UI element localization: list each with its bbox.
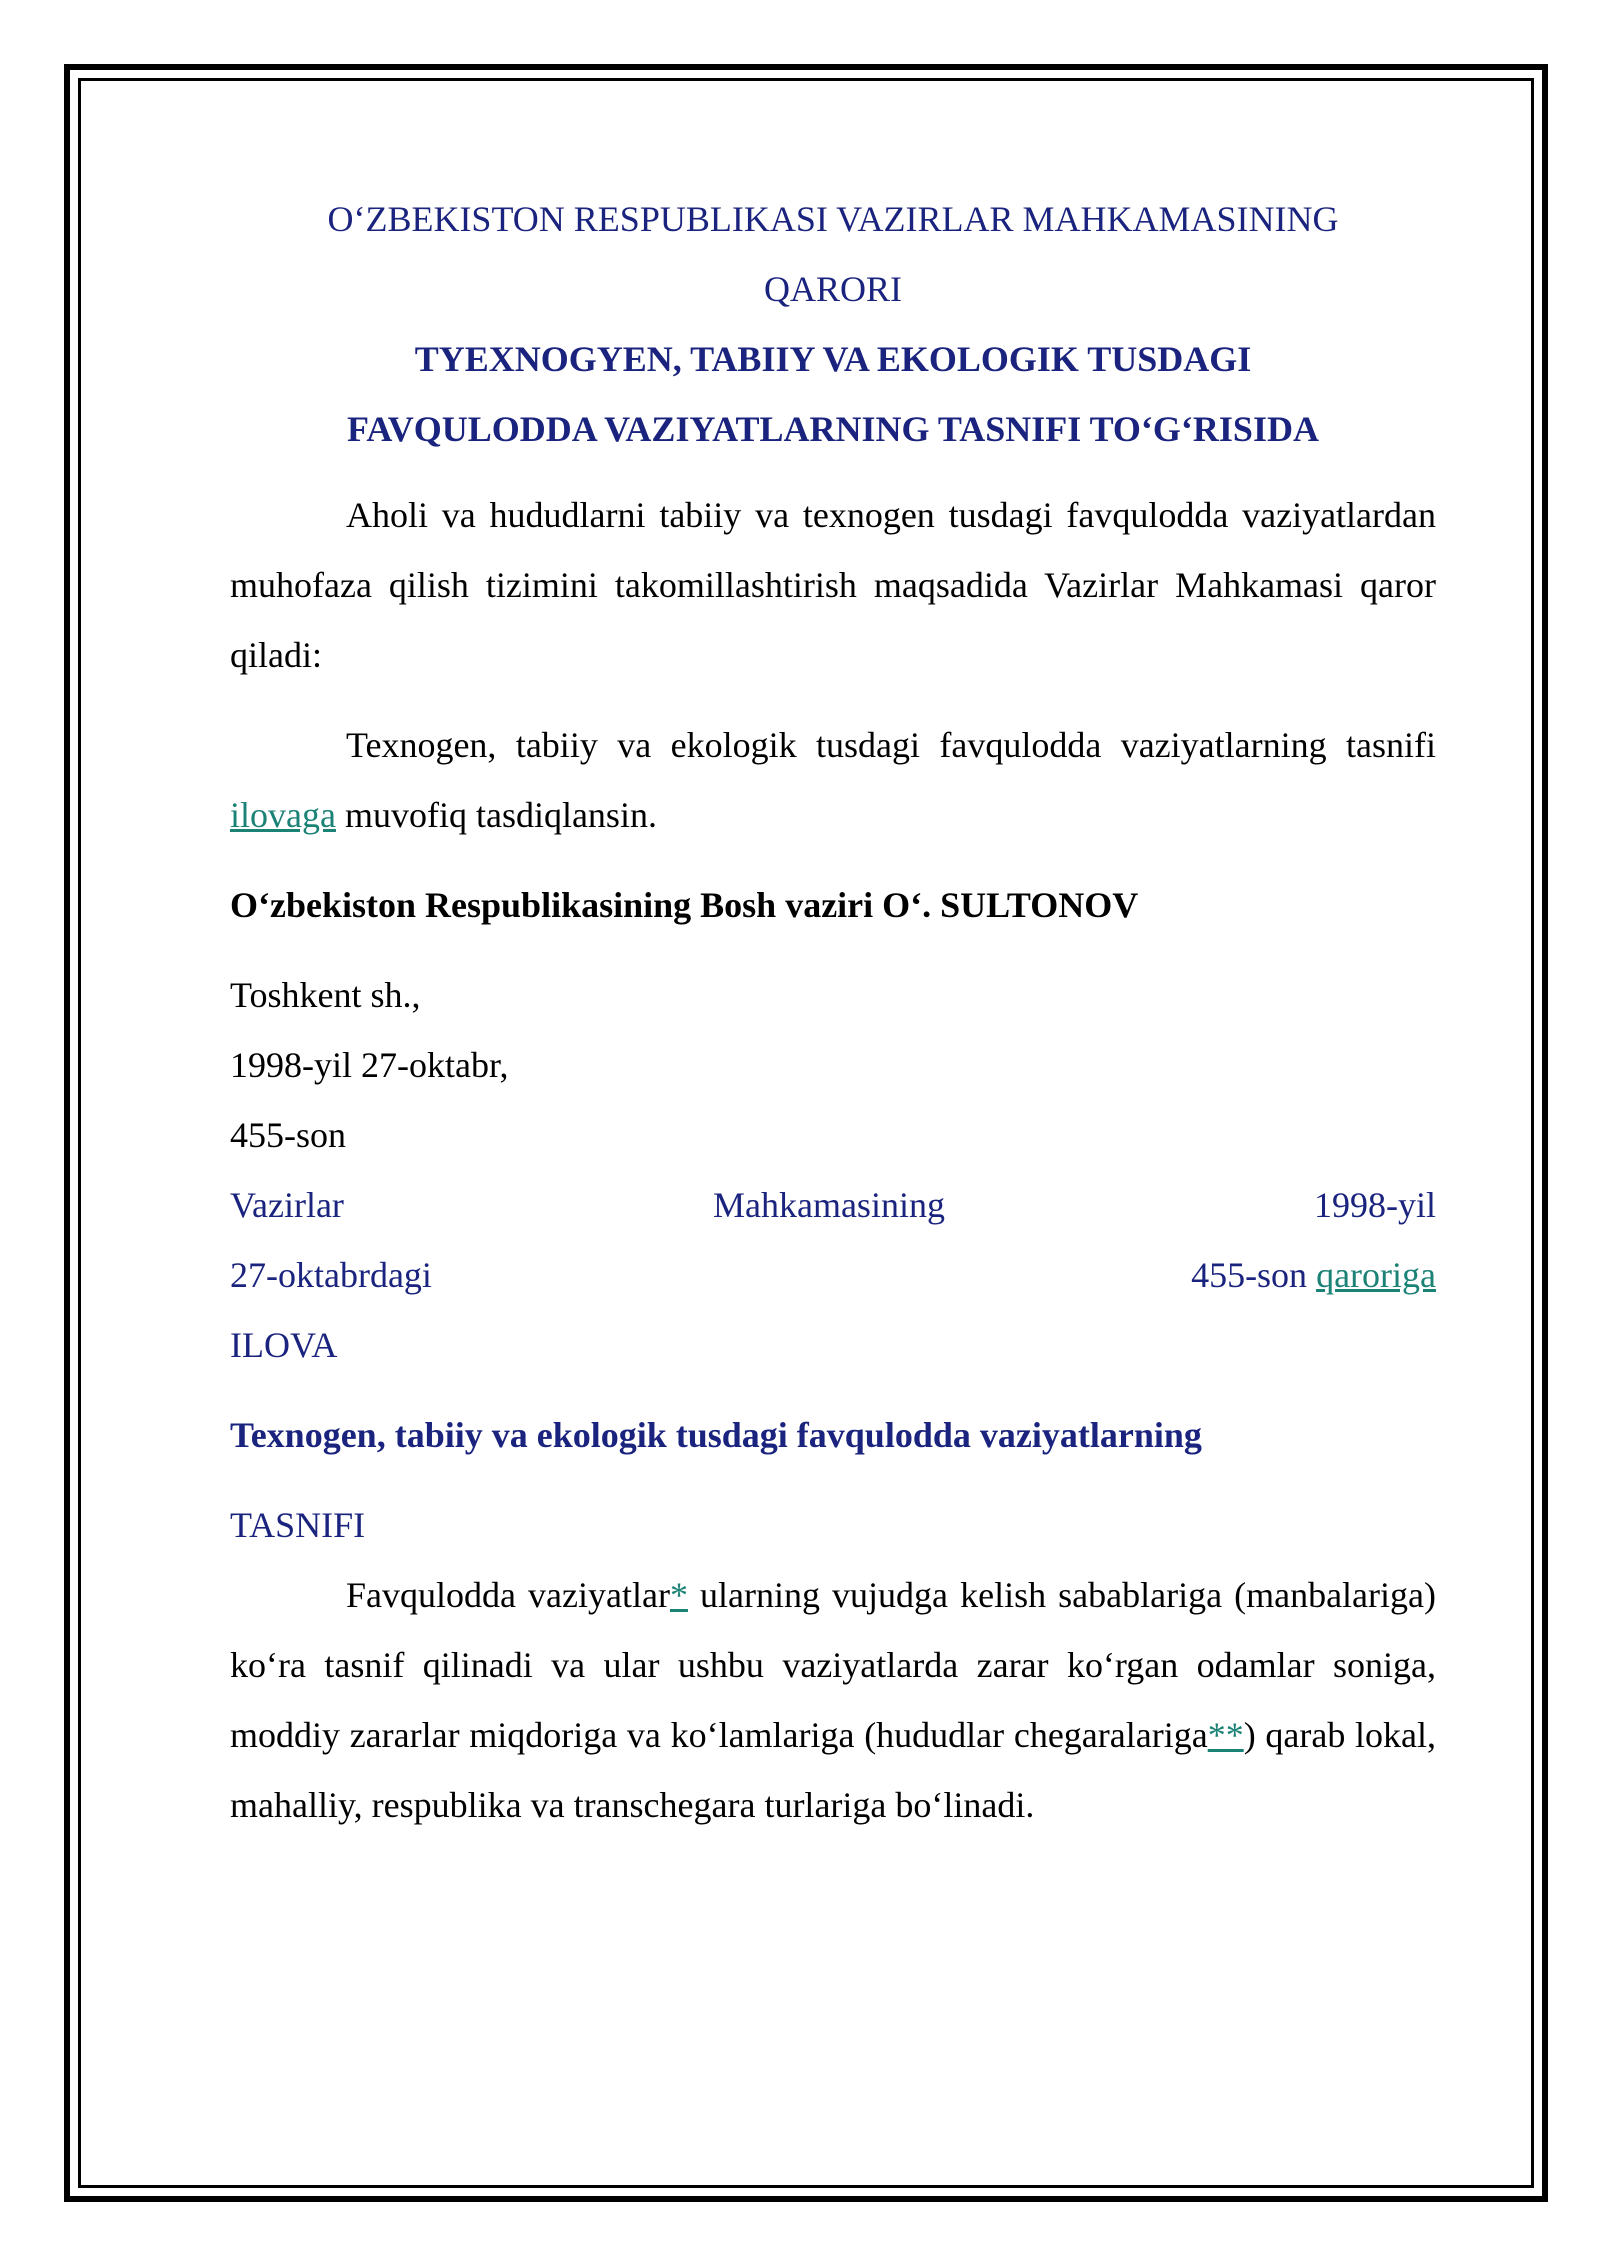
annex-reference-line1 bbox=[230, 1170, 1436, 1240]
annex-heading: Texnogen, tabiiy va ekologik tusdagi favqulodda vaziyatlarning bbox=[230, 1415, 1202, 1455]
signing-place: Toshkent sh., bbox=[230, 975, 421, 1015]
annex-subheading: TASNIFI bbox=[230, 1505, 366, 1545]
annex-label: ILOVA bbox=[230, 1325, 338, 1365]
classification-text-2: ularning vujudga kelish sabablariga (manbalariga) ko‘ra tasnif qilinadi va ular ushbu vaziyatlarda zarar ko‘rgan odamlar soniga, moddiy zararlar miqdoriga va ko‘lamlariga (hududlar chegaralariga bbox=[230, 1575, 1436, 1755]
resolution-paragraph bbox=[230, 710, 1436, 850]
annex-reference-line2 bbox=[230, 1240, 1436, 1310]
signer-line: O‘zbekiston Respublikasining Bosh vaziri O‘. SULTONOV bbox=[230, 885, 1139, 925]
classification-text-1: Favqulodda vaziyatlar bbox=[346, 1575, 670, 1615]
annex-ref-word3: 1998-yil bbox=[1314, 1185, 1436, 1225]
resolution-text-end: muvofiq tasdiqlansin. bbox=[335, 795, 657, 835]
document-content bbox=[230, 184, 1436, 1840]
annex-link[interactable]: ilovaga bbox=[230, 795, 336, 835]
footnote-link-2[interactable]: ** bbox=[1207, 1715, 1244, 1755]
annex-ref-tail bbox=[1191, 1240, 1436, 1310]
footnote-link-1[interactable]: * bbox=[669, 1575, 688, 1615]
annex-ref-word5: 455-son bbox=[1191, 1255, 1308, 1295]
decree-link[interactable]: qaroriga bbox=[1316, 1255, 1436, 1295]
org-name-line2: QARORI bbox=[763, 269, 902, 309]
org-name-line1: O‘ZBEKISTON RESPUBLIKASI VAZIRLAR MAHKAMASINING bbox=[327, 199, 1339, 239]
classification-text-3: ) qarab lokal, mahalliy, respublika va transchegara turlariga bo‘linadi. bbox=[230, 1715, 1436, 1825]
annex-ref-word2: Mahkamasining bbox=[712, 1185, 945, 1225]
signing-date: 1998-yil 27-oktabr, bbox=[230, 1045, 509, 1085]
document-title-line1: TYEXNOGYEN, TABIIY VA EKOLOGIK TUSDAGI bbox=[414, 339, 1252, 379]
resolution-text-start: Texnogen, tabiiy va ekologik tusdagi favqulodda vaziyatlarning tasnifi bbox=[346, 725, 1436, 765]
classification-paragraph bbox=[230, 1560, 1436, 1840]
annex-ref-word4: 27-oktabrdagi bbox=[230, 1255, 432, 1295]
annex-ref-word1: Vazirlar bbox=[230, 1185, 344, 1225]
document-title-line2: FAVQULODDA VAZIYATLARNING TASNIFI TO‘G‘RISIDA bbox=[347, 409, 1319, 449]
decree-number: 455-son bbox=[230, 1115, 346, 1155]
preamble-paragraph: Aholi va hududlarni tabiiy va texnogen tusdagi favqulodda vaziyatlardan muhofaza qilish tizimini takomillashtirish maqsadida Vazirlar Mahkamasi qaror qiladi: bbox=[230, 495, 1436, 675]
